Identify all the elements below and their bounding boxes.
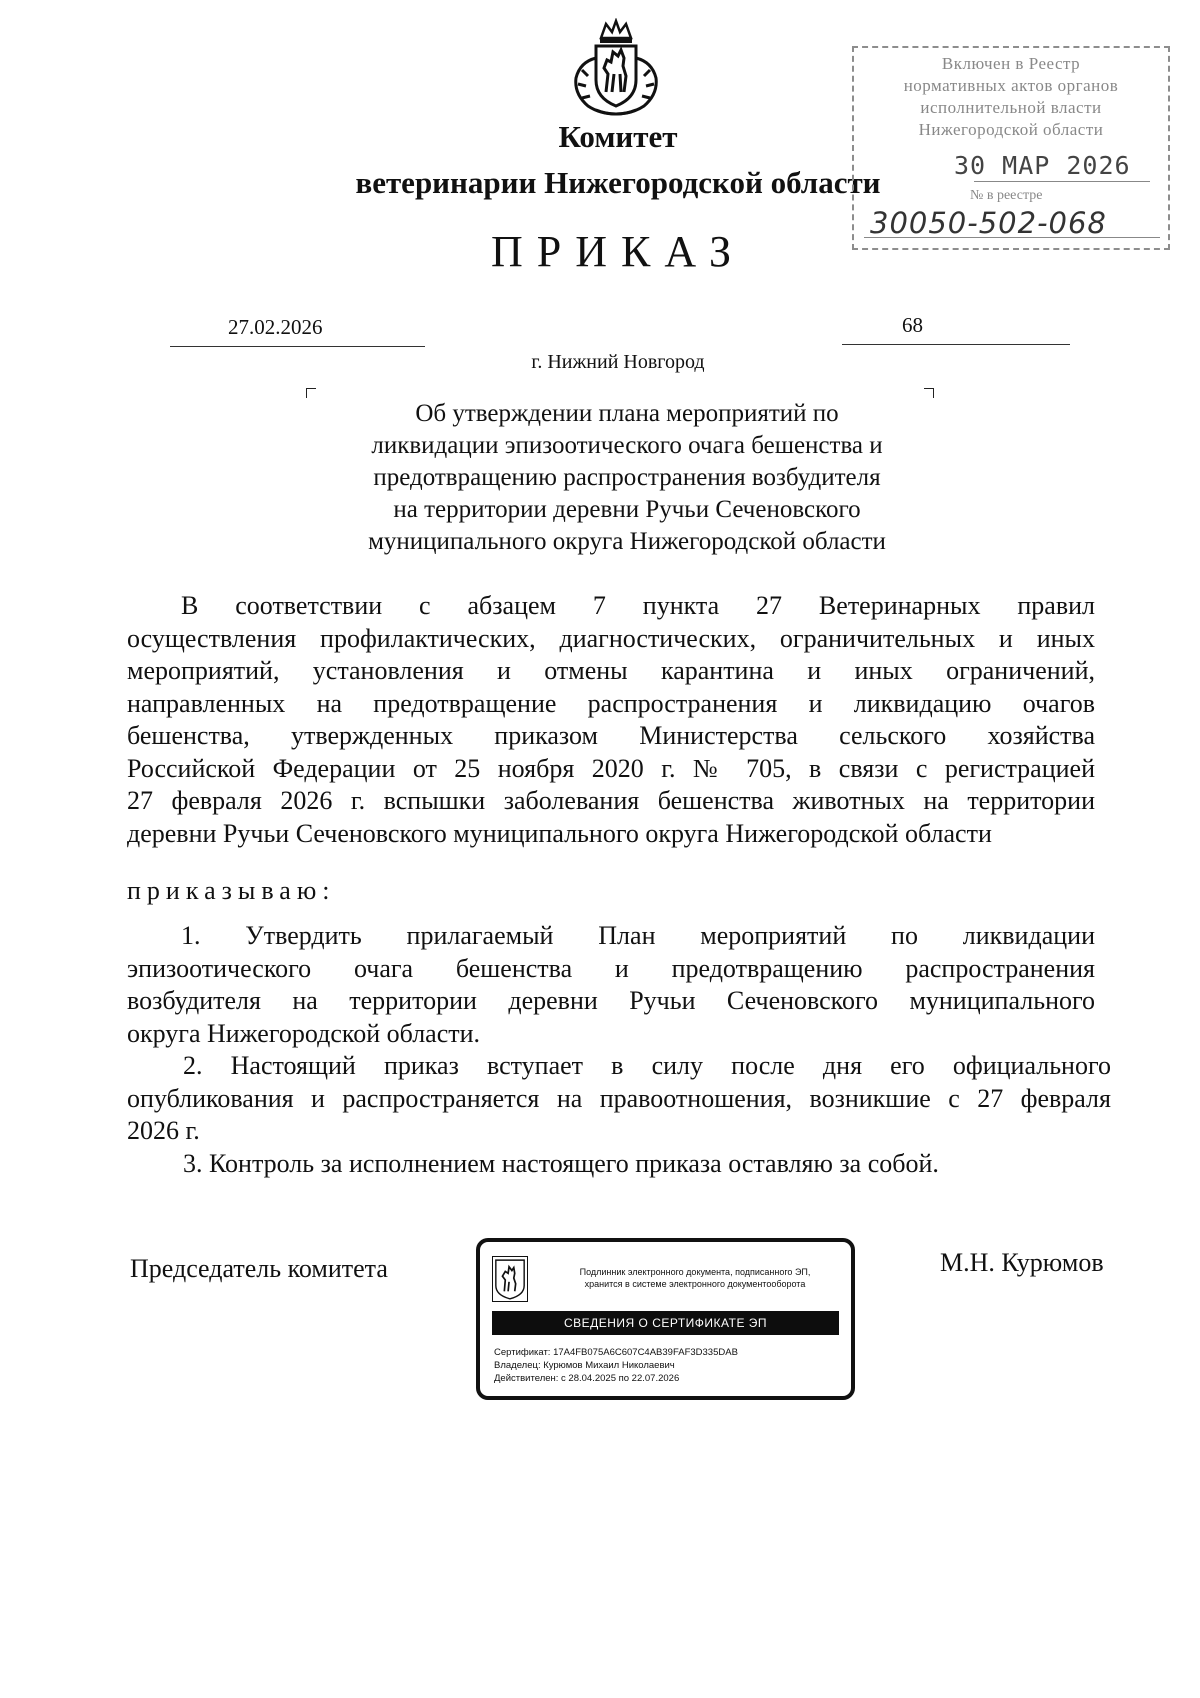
document-number: 68 bbox=[902, 313, 923, 337]
paragraph-line: осуществления профилактических, диагностических, ограничительных и иных bbox=[127, 623, 1095, 653]
order-item-1 bbox=[127, 920, 1095, 1050]
document-subject bbox=[0, 398, 1200, 558]
paragraph-line: 2. Настоящий приказ вступает в силу после дня его официального bbox=[183, 1051, 1111, 1080]
certificate-header-bar: СВЕДЕНИЯ О СЕРТИФИКАТЕ ЭП bbox=[492, 1311, 839, 1335]
signatory-name: М.Н. Курюмов bbox=[940, 1248, 1104, 1277]
stamp-number-label: № в реестре bbox=[970, 188, 1043, 203]
date-underline bbox=[170, 346, 425, 347]
stamp-divider bbox=[974, 181, 1150, 182]
document-type-title: ПРИКАЗ bbox=[490, 227, 746, 276]
city: г. Нижний Новгород bbox=[531, 351, 705, 373]
subject-corner-mark bbox=[306, 388, 316, 398]
order-item-2 bbox=[127, 1050, 1111, 1148]
paragraph-line: направленных на предотвращение распространения и ликвидацию очагов bbox=[127, 688, 1095, 718]
subject-line: предотвращению распространения возбудителя bbox=[373, 464, 881, 491]
stamp-line: Включен в Реестр bbox=[941, 54, 1081, 73]
paragraph-line: 3. Контроль за исполнением настоящего приказа оставляю за собой. bbox=[183, 1149, 939, 1178]
paragraph-line: 2026 г. bbox=[127, 1116, 200, 1145]
paragraph-line: 27 февраля 2026 г. вспышки заболевания бешенства животных на территории bbox=[127, 786, 1095, 815]
paragraph-line: опубликования и распространяется на правоотношения, возникшие с 27 февраля bbox=[127, 1083, 1111, 1113]
paragraph-line: мероприятий, установления и отмены карантина и иных ограничений, bbox=[127, 656, 1095, 685]
subject-line: на территории деревни Ручьи Сеченовского bbox=[393, 496, 861, 523]
signature-note-line: Подлинник электронного документа, подписанного ЭП, bbox=[579, 1267, 811, 1277]
certificate-details bbox=[494, 1346, 738, 1385]
paragraph-line: В соответствии с абзацем 7 пункта 27 Ветеринарных правил bbox=[181, 591, 1095, 620]
signature-note-line: хранится в системе электронного документооборота bbox=[584, 1279, 806, 1289]
signatory-title: Председатель комитета bbox=[130, 1254, 388, 1283]
paragraph-line: деревни Ручьи Сеченовского муниципального округа Нижегородской области bbox=[127, 818, 992, 848]
signature-note bbox=[540, 1266, 850, 1290]
paragraph-line: возбудителя на территории деревни Ручьи Сеченовского муниципального bbox=[127, 986, 1095, 1015]
order-item-3 bbox=[183, 1148, 1083, 1181]
subject-line: Об утверждении плана мероприятий по bbox=[415, 400, 839, 427]
paragraph-line: эпизоотического очага бешенства и предотвращению распространения bbox=[127, 953, 1095, 983]
subject-line: муниципального округа Нижегородской области bbox=[368, 528, 886, 555]
coat-of-arms-icon bbox=[566, 18, 666, 120]
organization-name: Комитет bbox=[558, 119, 678, 154]
subject-line: ликвидации эпизоотического очага бешенства и bbox=[371, 432, 883, 459]
organization-name-line2: ветеринарии Нижегородской области bbox=[355, 165, 881, 200]
document-date: 27.02.2026 bbox=[228, 315, 323, 339]
stamp-divider bbox=[864, 237, 1160, 238]
paragraph-line: 1. Утвердить прилагаемый План мероприятий по ликвидации bbox=[181, 921, 1095, 950]
certificate-owner: Владелец: Курюмов Михаил Николаевич bbox=[494, 1360, 675, 1371]
paragraph-line: бешенства, утвержденных приказом Министерства сельского хозяйства bbox=[127, 721, 1095, 750]
number-underline bbox=[842, 344, 1070, 345]
preamble-paragraph bbox=[127, 590, 1095, 850]
stamp-line: Нижегородской области bbox=[918, 120, 1104, 139]
stamp-line: исполнительной власти bbox=[920, 98, 1102, 117]
certificate-validity: Действителен: с 28.04.2025 по 22.07.2026 bbox=[494, 1373, 680, 1384]
registry-stamp bbox=[852, 46, 1170, 250]
electronic-signature-card bbox=[476, 1238, 855, 1400]
certificate-id: Сертификат: 17A4FB075A6C607C4AB39FAF3D335DAB bbox=[494, 1347, 738, 1358]
stamp-line: нормативных актов органов bbox=[903, 76, 1119, 95]
paragraph-line: округа Нижегородской области. bbox=[127, 1018, 481, 1048]
stamp-date: 30 МАР 2026 bbox=[954, 151, 1131, 180]
stamp-registry-number: 30050-502-068 bbox=[870, 206, 1107, 240]
operative-word: приказываю: bbox=[127, 876, 336, 905]
subject-corner-mark bbox=[924, 388, 934, 398]
paragraph-line: Российской Федерации от 25 ноября 2020 г. № 705, в связи с регистрацией bbox=[127, 753, 1095, 783]
deer-emblem-icon bbox=[492, 1256, 528, 1302]
